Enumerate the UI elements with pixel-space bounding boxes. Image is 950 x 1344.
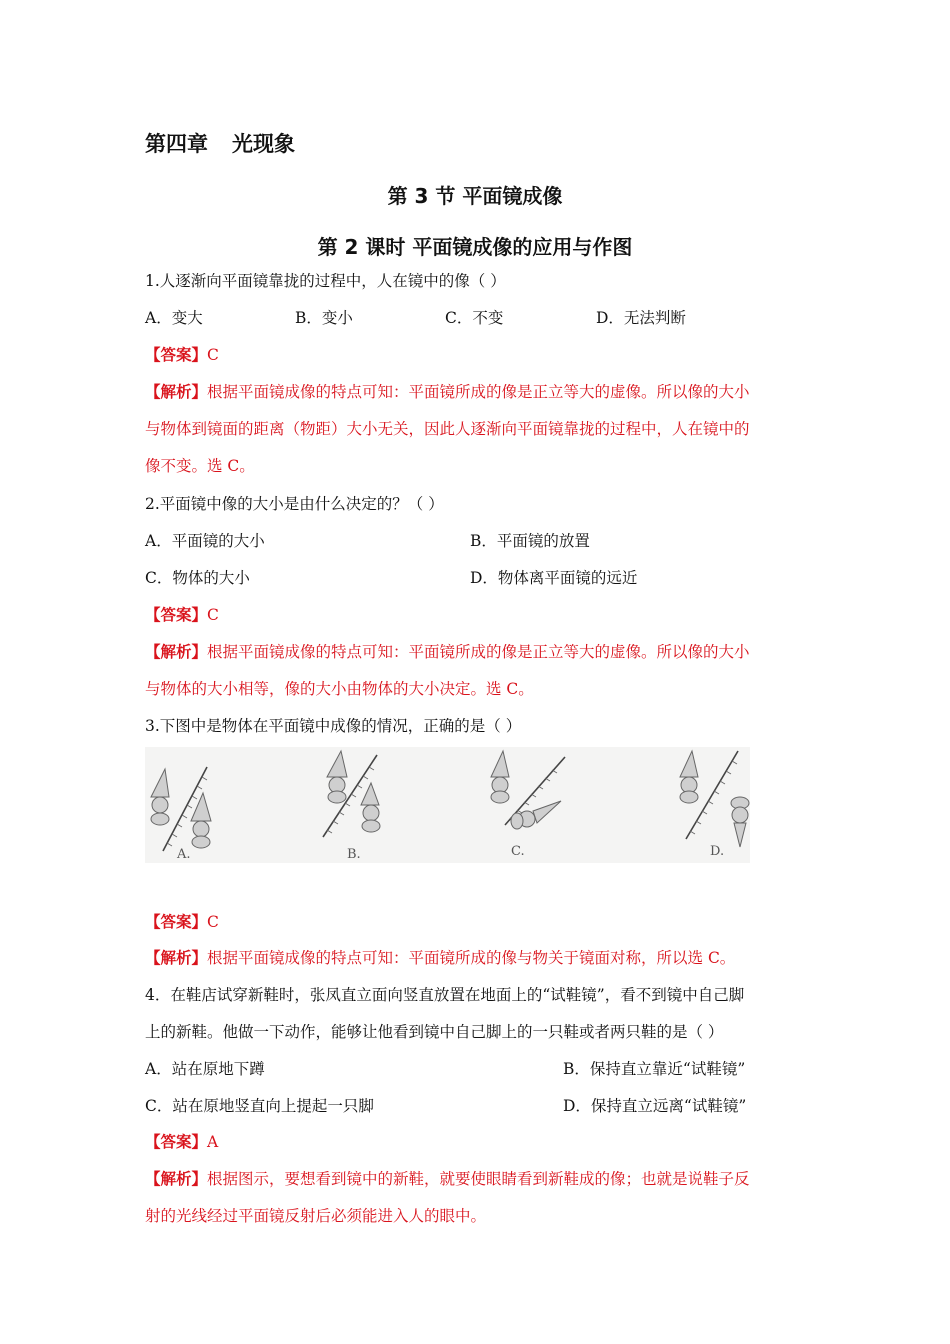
chapter-number: 第四章	[145, 132, 208, 156]
figure-panel-a	[145, 747, 295, 863]
q4-option-c: C．站在原地竖直向上提起一只脚	[145, 1097, 374, 1115]
q4-stem-line-1: 4．在鞋店试穿新鞋时，张凤直立面向竖直放置在地面上的“试鞋镜”，看不到镜中自己脚	[145, 986, 745, 1004]
analysis-tag: 【解析】	[145, 1169, 208, 1188]
mirror-figure	[145, 747, 750, 863]
image-figure	[361, 783, 380, 832]
q2-stem: 2.平面镜中像的大小是由什么决定的？（ ）	[145, 495, 444, 513]
object-figure	[327, 751, 347, 803]
figure-panel-d	[640, 747, 750, 863]
object-figure	[680, 751, 698, 803]
q4-stem-line-2: 上的新鞋。他做一下动作，能够让他看到镜中自己脚上的一只鞋或者两只鞋的是（ ）	[145, 1023, 724, 1041]
q2-analysis-line-2: 与物体的大小相等，像的大小由物体的大小决定。选 C。	[145, 680, 534, 698]
panel-label-a: A.	[177, 847, 191, 862]
q3-answer	[145, 910, 219, 932]
q4-option-a: A．站在原地下蹲	[145, 1060, 265, 1078]
answer-tag: 【答案】	[145, 1132, 208, 1151]
image-figure	[191, 793, 211, 848]
answer-value: C	[207, 606, 219, 624]
answer-tag: 【答案】	[145, 605, 208, 624]
q1-option-a: A．变大	[145, 309, 203, 327]
q3-stem: 3.下图中是物体在平面镜中成像的情况，正确的是（ ）	[145, 717, 522, 735]
chapter-title: 光现象	[232, 132, 295, 156]
image-figure	[511, 801, 561, 829]
q1-analysis-line-1	[145, 380, 750, 402]
q1-analysis-line-3: 像不变。选 C。	[145, 457, 255, 475]
figure-panel-b	[305, 747, 455, 863]
answer-tag: 【答案】	[145, 912, 208, 931]
q1-stem: 1.人逐渐向平面镜靠拢的过程中，人在镜中的像（ ）	[145, 272, 506, 290]
q2-analysis-line-1	[145, 640, 750, 662]
analysis-text: 根据平面镜成像的特点可知：平面镜所成的像是正立等大的虚像。所以像的大小	[207, 643, 750, 661]
analysis-text: 根据平面镜成像的特点可知：平面镜所成的像与物关于镜面对称，所以选 C。	[207, 949, 736, 967]
q2-option-d: D．物体离平面镜的远近	[470, 569, 638, 587]
q4-answer	[145, 1130, 218, 1152]
q2-option-b: B．平面镜的放置	[470, 532, 590, 550]
q4-option-b: B．保持直立靠近“试鞋镜”	[563, 1060, 746, 1078]
answer-value: C	[207, 913, 219, 931]
q3-analysis-line-1	[145, 946, 735, 968]
analysis-text: 根据图示，要想看到镜中的新鞋，就要使眼睛看到新鞋成的像；也就是说鞋子反	[207, 1170, 750, 1188]
analysis-text: 根据平面镜成像的特点可知：平面镜所成的像是正立等大的虚像。所以像的大小	[207, 383, 750, 401]
section-title: 第 3 节 平面镜成像	[387, 184, 563, 208]
chapter-heading	[145, 128, 295, 158]
q1-option-b: B．变小	[295, 309, 353, 327]
q1-analysis-line-2: 与物体到镜面的距离（物距）大小无关，因此人逐渐向平面镜靠拢的过程中，人在镜中的	[145, 420, 750, 438]
image-figure	[731, 797, 749, 847]
q2-option-c: C．物体的大小	[145, 569, 250, 587]
panel-label-b: B.	[347, 847, 361, 862]
answer-tag: 【答案】	[145, 345, 208, 364]
analysis-tag: 【解析】	[145, 382, 208, 401]
object-figure	[151, 769, 169, 825]
panel-label-c: C.	[511, 844, 525, 859]
q1-answer	[145, 343, 219, 365]
answer-value: C	[207, 346, 219, 364]
lesson-title: 第 2 课时 平面镜成像的应用与作图	[317, 235, 633, 259]
q4-analysis-line-1	[145, 1167, 750, 1189]
q2-option-a: A．平面镜的大小	[145, 532, 265, 550]
q1-option-c: C．不变	[445, 309, 504, 327]
answer-value: A	[207, 1133, 219, 1151]
analysis-tag: 【解析】	[145, 642, 208, 661]
q4-analysis-line-2: 射的光线经过平面镜反射后必须能进入人的眼中。	[145, 1207, 487, 1225]
object-figure	[491, 751, 509, 803]
q2-answer	[145, 603, 219, 625]
panel-label-d: D.	[710, 844, 725, 859]
figure-panel-c	[475, 747, 625, 863]
q1-option-d: D．无法判断	[596, 309, 686, 327]
q4-option-d: D．保持直立远离“试鞋镜”	[563, 1097, 747, 1115]
analysis-tag: 【解析】	[145, 948, 208, 967]
